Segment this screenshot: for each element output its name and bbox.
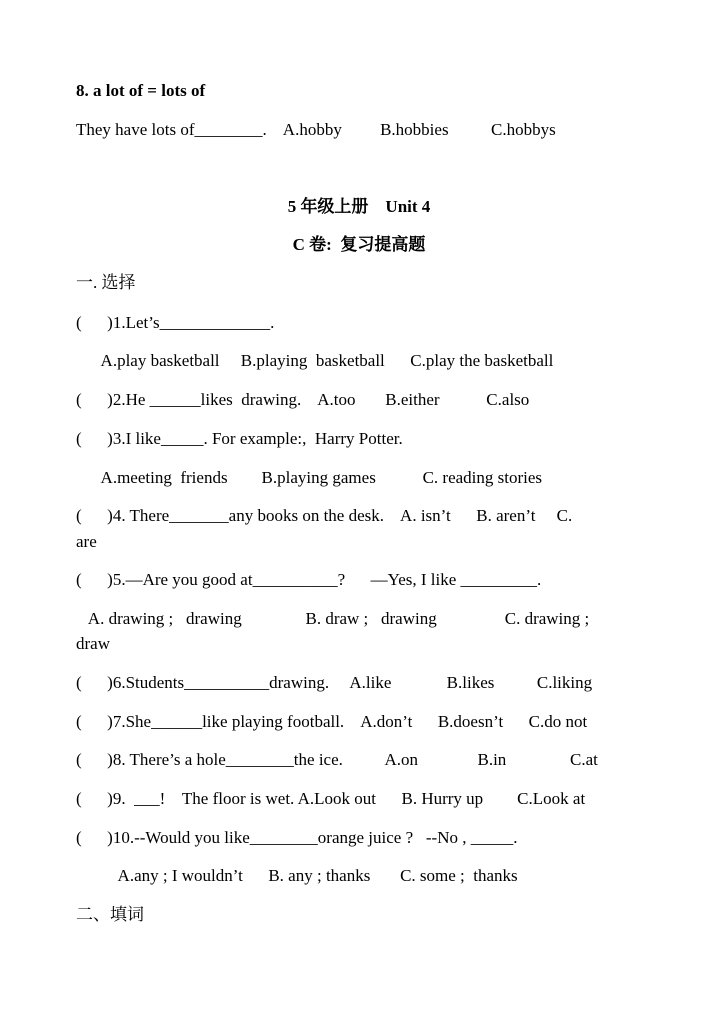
question-3: ( )3.I like_____. For example:, Harry Potter. <box>76 429 403 448</box>
question-5-options: A. drawing ; drawing B. draw ; drawing C. drawing ; <box>76 609 590 628</box>
question-6: ( )6.Students__________drawing. A.like B.likes C.liking <box>76 673 593 692</box>
section-title: C 卷: 复习提高题 <box>292 235 426 254</box>
example-question: They have lots of________. A.hobby B.hobbies C.hobbys <box>76 120 556 139</box>
question-1-options: A.play basketball B.playing basketball C.play the basketball <box>76 351 554 370</box>
question-8: ( )8. There’s a hole________the ice. A.on B.in C.at <box>76 750 598 769</box>
question-4: ( )4. There_______any books on the desk. A. isn’t B. aren’t C. <box>76 506 573 525</box>
question-5: ( )5.—Are you good at__________? —Yes, I like _________. <box>76 570 542 589</box>
part-two-heading: 二、填词 <box>76 905 144 924</box>
question-7: ( )7.She______like playing football. A.don’t B.doesn’t C.do not <box>76 712 588 731</box>
question-10-options: A.any ; I wouldn’t B. any ; thanks C. some ; thanks <box>76 866 518 885</box>
question-9: ( )9. ___! The floor is wet. A.Look out B. Hurry up C.Look at <box>76 789 586 808</box>
question-5-options-continued: draw <box>76 634 110 653</box>
question-1: ( )1.Let’s_____________. <box>76 313 275 332</box>
unit-title: 5 年级上册 Unit 4 <box>287 197 431 216</box>
question-4-continued: are <box>76 532 97 551</box>
question-10: ( )10.--Would you like________orange juice ? --No , _____. <box>76 828 518 847</box>
question-2: ( )2.He ______likes drawing. A.too B.either C.also <box>76 390 530 409</box>
part-one-heading: 一. 选择 <box>76 273 136 292</box>
question-3-options: A.meeting friends B.playing games C. reading stories <box>76 468 543 487</box>
note-title: 8. a lot of = lots of <box>76 81 206 100</box>
